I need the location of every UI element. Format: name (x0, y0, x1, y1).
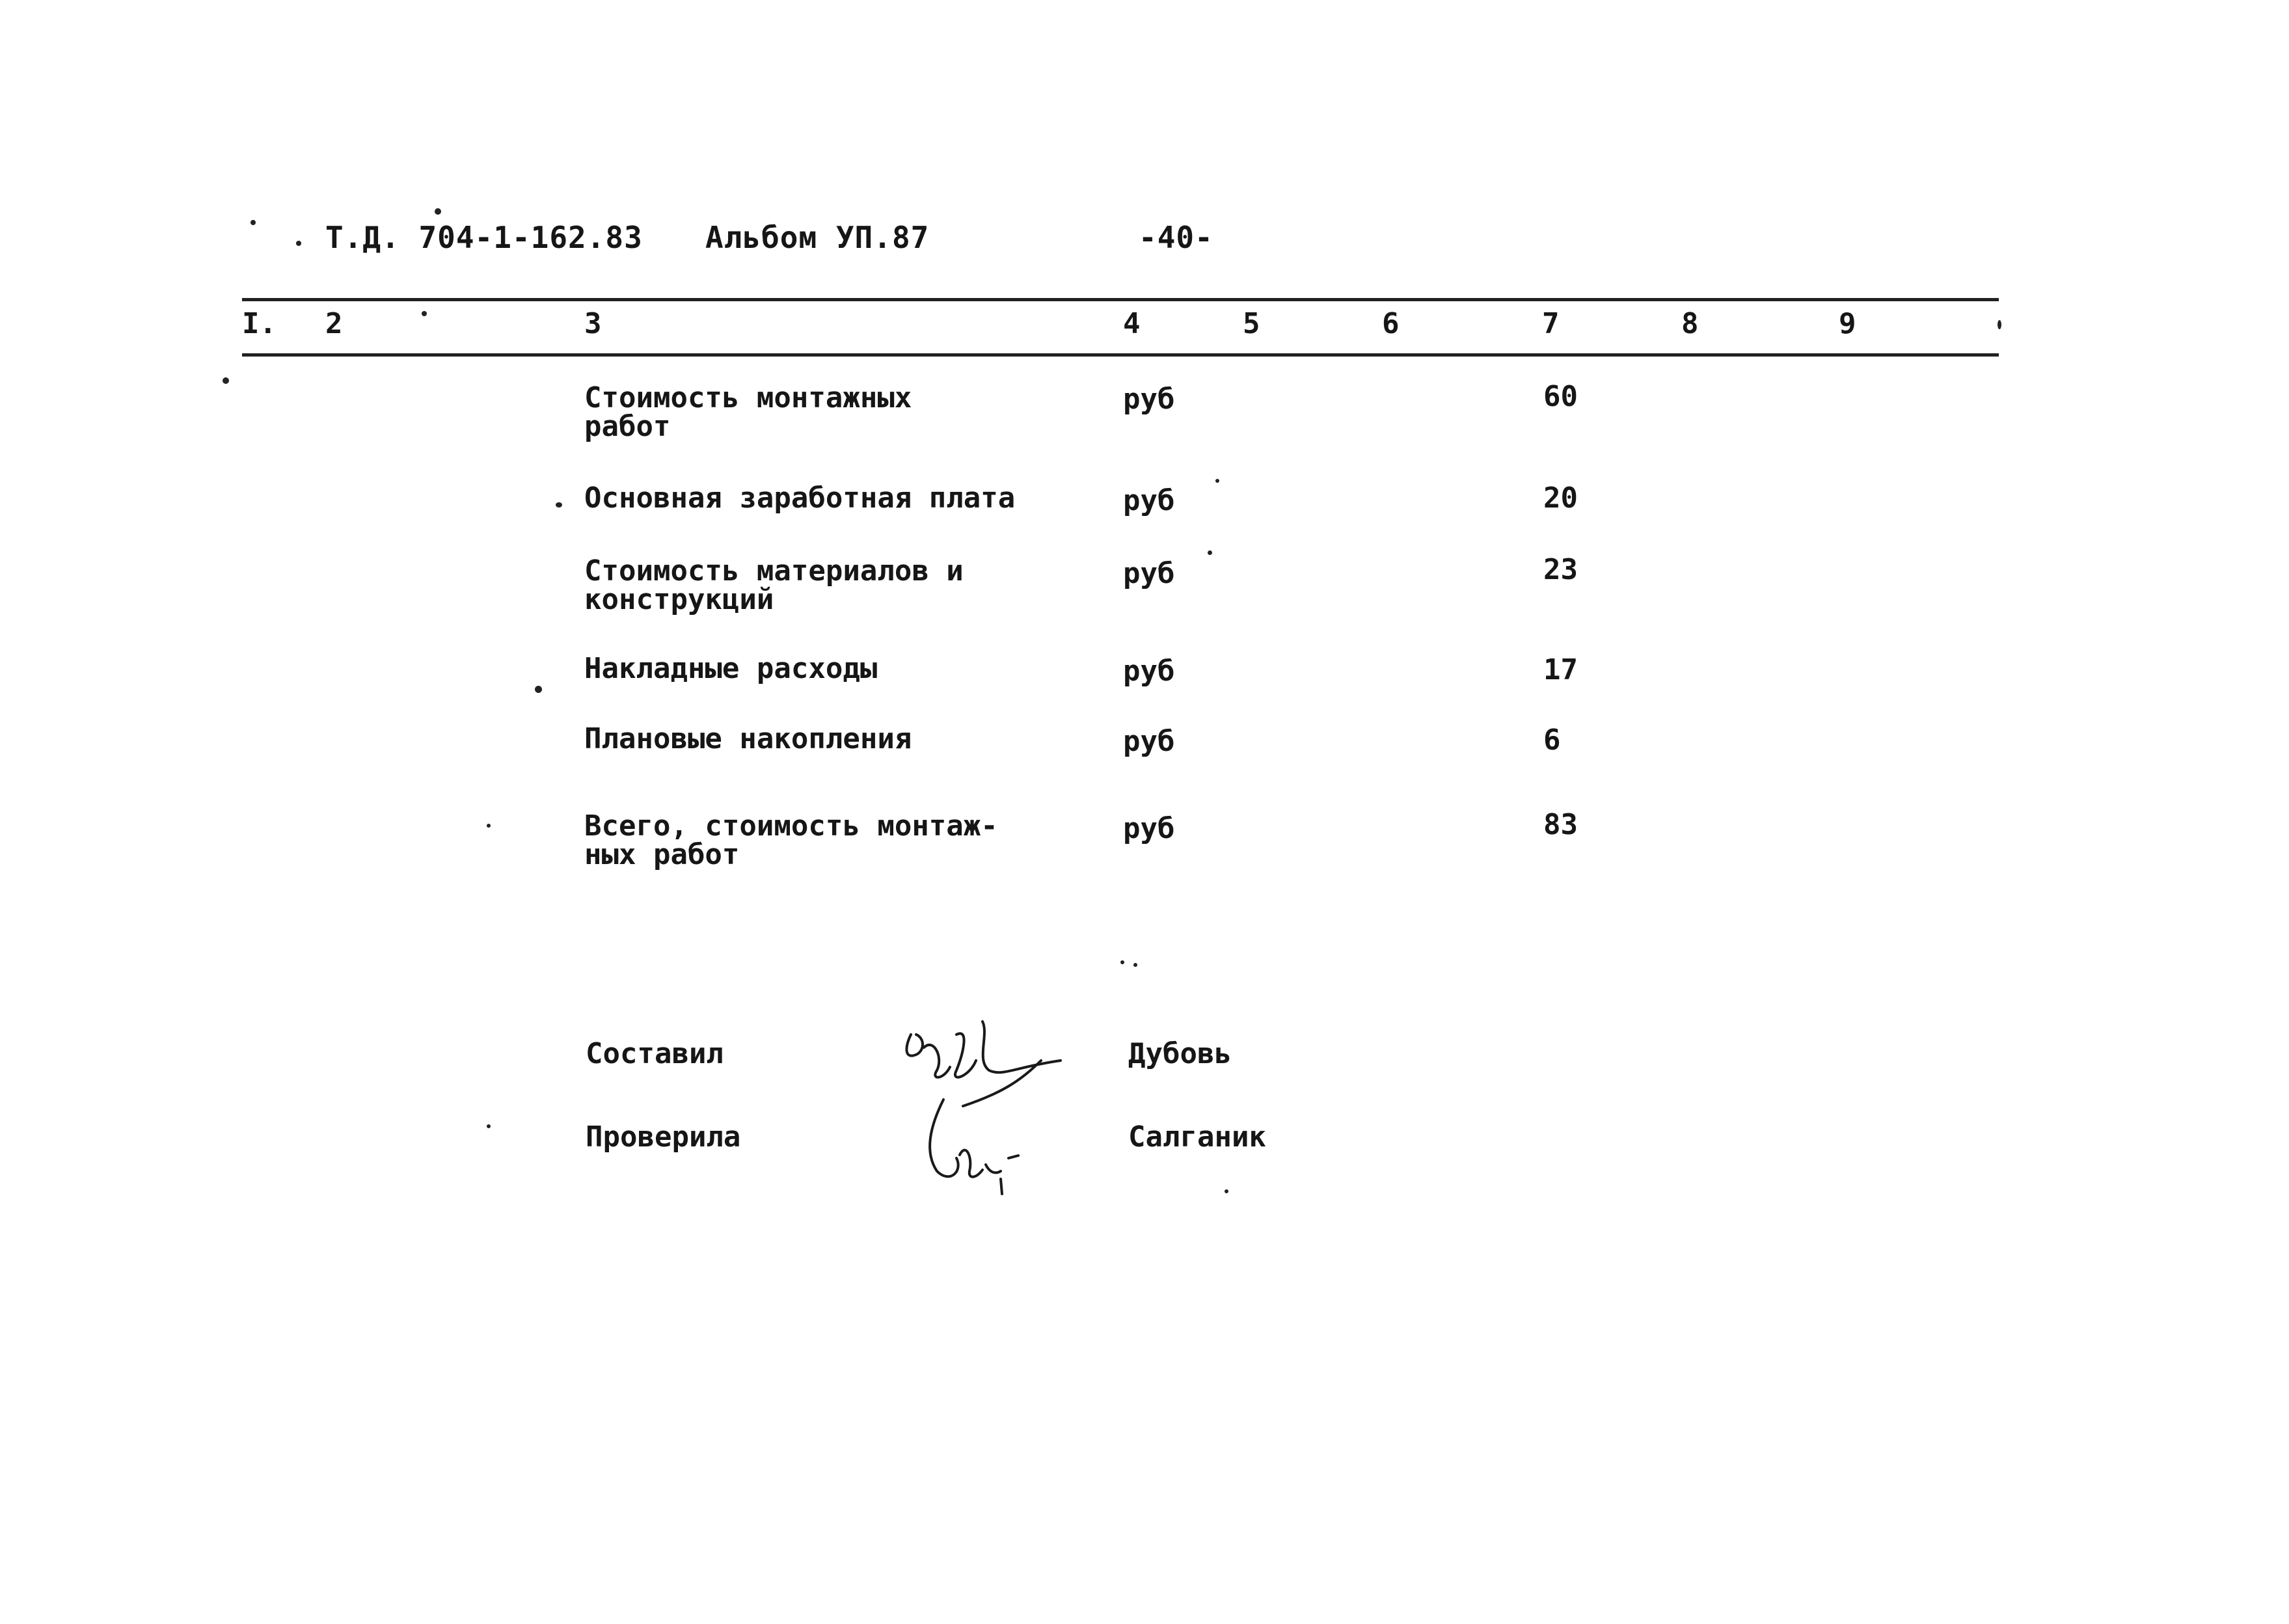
doc-code: Т.Д. 704-1-162.83 (325, 220, 643, 255)
scan-speck (223, 377, 229, 384)
signature-stroke (982, 1022, 1061, 1072)
scan-speck (1133, 963, 1137, 967)
signature-stroke (1001, 1179, 1002, 1194)
signature-stroke (924, 1045, 950, 1077)
scan-speck (1215, 479, 1219, 483)
column-number-9: 9 (1839, 307, 1856, 340)
row-value-total: 83 (1543, 808, 1578, 841)
row-label-overhead: Накладные расходы (584, 652, 878, 685)
signature-stroke (930, 1100, 958, 1176)
column-number-3: 3 (584, 307, 602, 340)
scan-speck (1208, 550, 1212, 555)
scan-speck (251, 220, 256, 225)
table-top-rule (242, 298, 1999, 301)
scan-speck (535, 686, 542, 693)
row-value-overhead: 17 (1543, 653, 1578, 686)
signature-stroke (986, 1165, 1001, 1172)
row-label-total: Всего, стоимость монтаж- ных работ (584, 809, 998, 871)
column-number-6: 6 (1382, 307, 1400, 340)
signature-stroke (906, 1035, 923, 1056)
row-label-materials-cost: Стоимость материалов и конструкций (584, 554, 964, 616)
scan-speck (487, 824, 491, 828)
column-number-4: 4 (1123, 307, 1141, 340)
row-unit-base-wages: руб (1123, 484, 1175, 517)
signature-stroke (960, 1150, 982, 1177)
row-unit-installation-cost: руб (1123, 383, 1175, 416)
scan-speck (435, 208, 441, 215)
column-number-8: 8 (1681, 307, 1699, 340)
row-unit-overhead: руб (1123, 655, 1175, 688)
signature-role-compiled: Составил (586, 1037, 724, 1070)
scan-speck (422, 311, 427, 316)
signature-stroke (1009, 1156, 1018, 1158)
scan-speck (1998, 320, 2001, 329)
scan-speck (1120, 960, 1124, 964)
signature-role-checked: Проверила (586, 1120, 741, 1154)
row-label-base-wages: Основная заработная плата (584, 481, 1016, 515)
scan-speck (487, 1124, 491, 1128)
page-number: -40- (1139, 220, 1213, 255)
signature-name-checked: Салганик (1128, 1120, 1266, 1154)
column-number-1: I. (242, 307, 277, 340)
handwritten-signature-image (885, 1008, 1080, 1204)
scan-speck (296, 241, 301, 246)
row-value-base-wages: 20 (1543, 481, 1578, 515)
row-unit-total: руб (1123, 812, 1175, 845)
column-number-2: 2 (325, 307, 343, 340)
row-value-planned-savings: 6 (1543, 724, 1561, 757)
table-bottom-rule (242, 353, 1999, 357)
album-label: Альбом УП.87 (705, 220, 930, 255)
row-value-installation-cost: 60 (1543, 380, 1578, 413)
scan-speck (1225, 1189, 1228, 1193)
row-unit-materials-cost: руб (1123, 557, 1175, 590)
row-unit-planned-savings: руб (1123, 725, 1175, 758)
column-number-7: 7 (1542, 307, 1560, 340)
row-value-materials-cost: 23 (1543, 553, 1578, 586)
signature-name-compiled: Дубовь (1128, 1037, 1232, 1070)
scan-speck (556, 502, 562, 508)
signature-stroke (955, 1033, 976, 1077)
row-label-planned-savings: Плановые накопления (584, 722, 912, 755)
column-number-5: 5 (1243, 307, 1260, 340)
row-label-installation-cost: Стоимость монтажных работ (584, 381, 912, 443)
